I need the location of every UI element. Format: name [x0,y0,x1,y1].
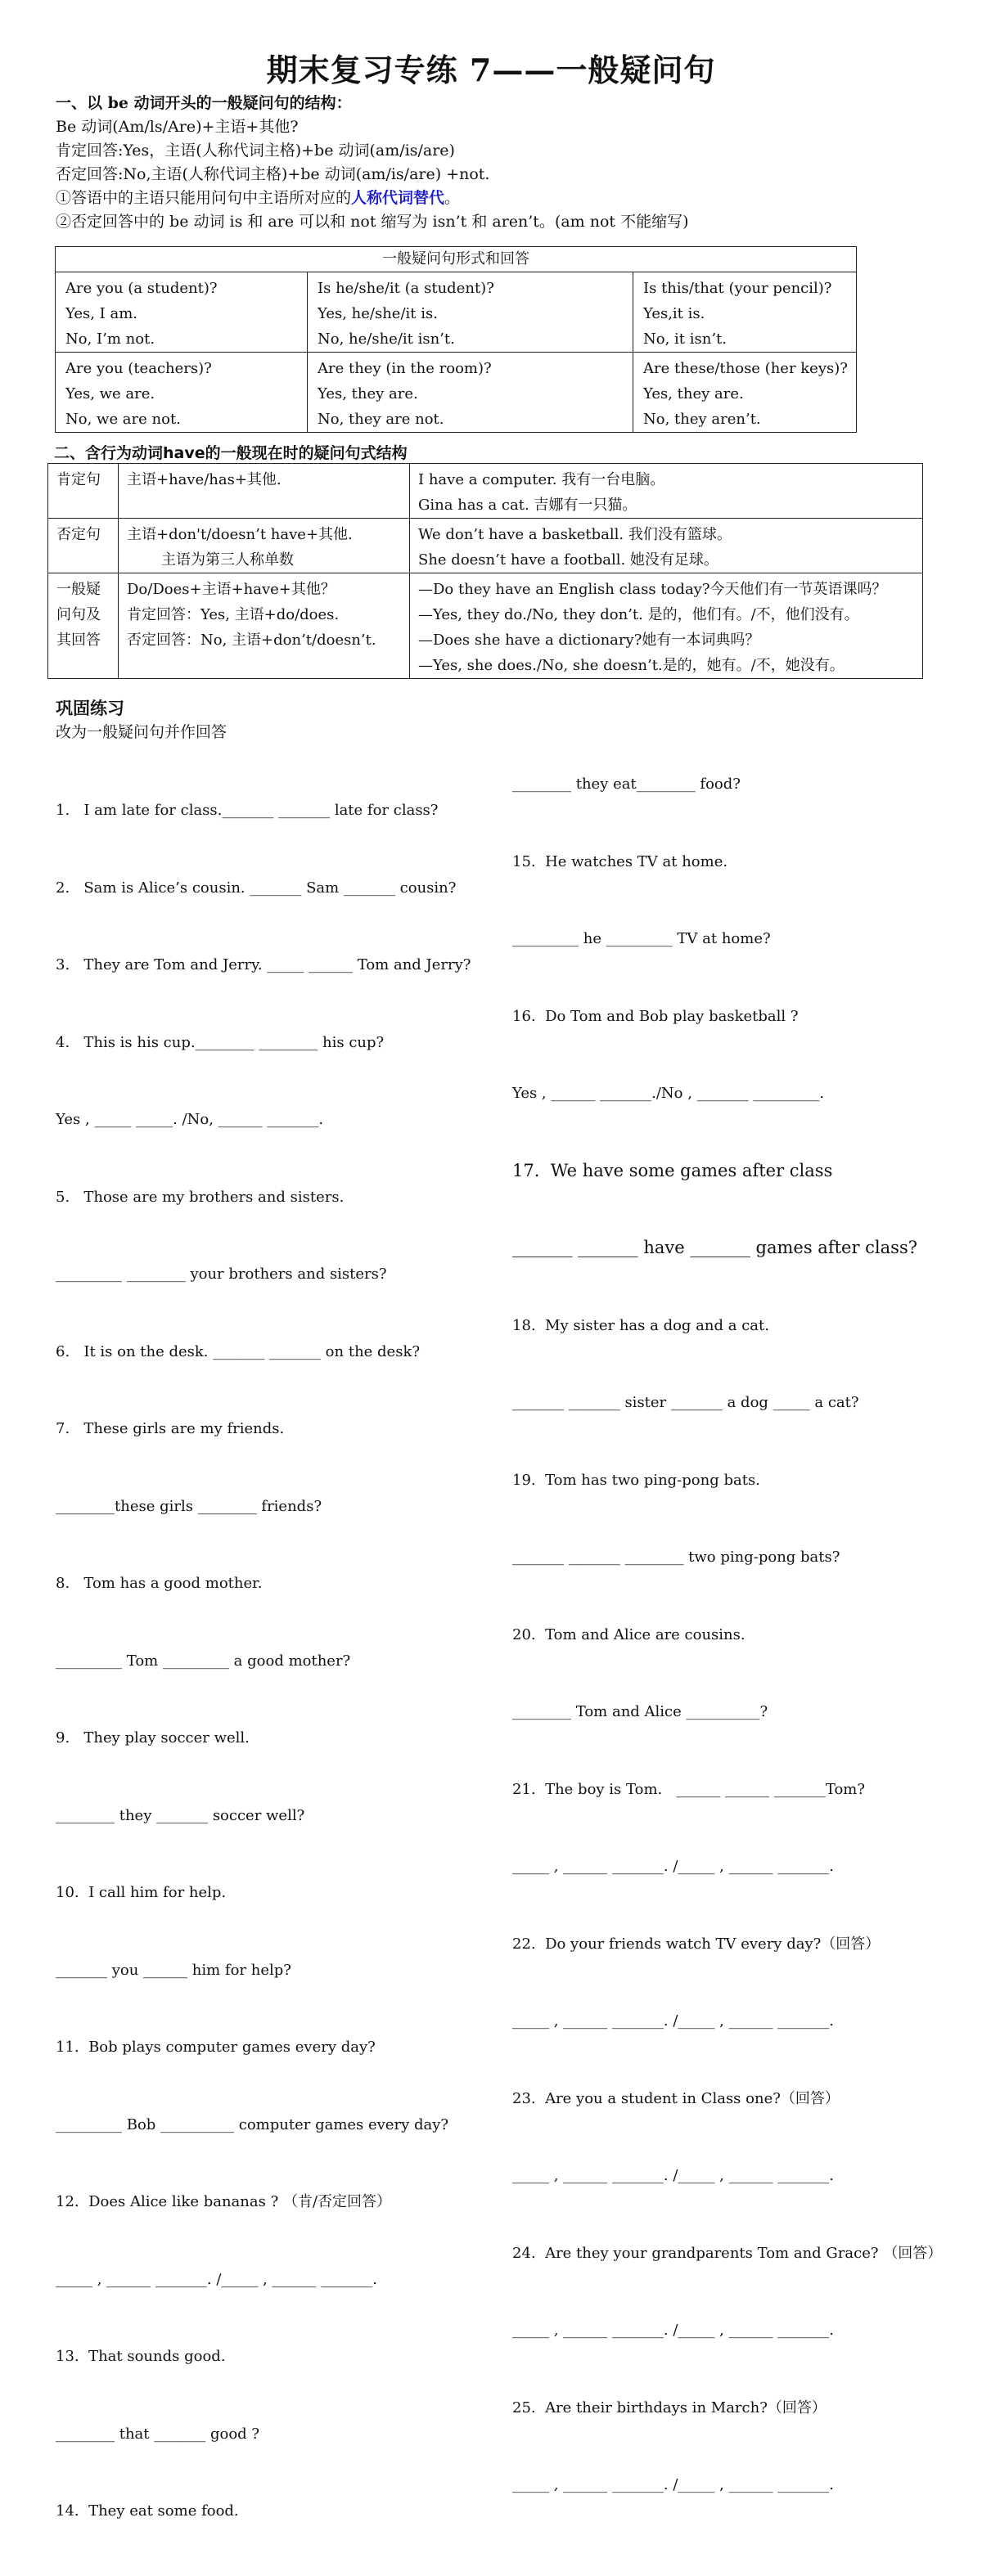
exercise-line: 17. We have some games after class [512,1160,833,1180]
exercise-line: 16. Do Tom and Bob play basketball ? [512,1007,799,1025]
exercise-line: _____ , ______ _______. /_____ , ______ _______. [512,2167,835,2184]
exercise-line: 22. Do your friends watch TV every day?（回答） [512,1935,881,1953]
row-label: 一般疑 问句及 其回答 [48,573,119,679]
part1-heading: 一、以 be 动词开头的一般疑问句的结构： [56,94,352,112]
exercise-line: 19. Tom has two ping-pong bats. [512,1471,760,1489]
table-row [48,573,923,679]
page-title: 期末复习专练 7——一般疑问句 [266,52,716,88]
practice-heading: 巩固练习 [56,698,124,718]
exercise-line: _______ _______ sister _______ a dog _____ a cat? [512,1394,859,1411]
exercise-line: _____ , ______ _______. /_____ , ______ _______. [512,2322,835,2339]
note-1-end: 。 [444,189,461,207]
exercise-line: 3. They are Tom and Jerry. _____ ______ Tom and Jerry? [56,956,471,973]
row-label: 肯定句 [48,464,119,519]
exercise-line: 7. These girls are my friends. [56,1420,285,1437]
exercise-line: 24. Are they your grandparents Tom and Grace? （回答） [512,2244,943,2262]
row-rule: 主语+have/has+其他. [119,464,410,519]
exercise-line: 14. They eat some food. [56,2502,239,2520]
exercise-line: _________ ________ your brothers and sisters? [56,1266,387,1283]
table-cell: Are you (a student)? Yes, I am. No, I’m not. [56,272,308,353]
exercise-line: 8. Tom has a good mother. [56,1575,263,1592]
exercise-line: Yes , ______ _______./No , _______ _________. [512,1085,825,1102]
be-question-table [55,246,857,433]
exercise-line: _____ , ______ _______. /_____ , ______ _______. [512,2476,835,2493]
have-structure-table [47,463,923,679]
row-rule: 主语+don't/doesn’t have+其他. 主语为第三人称单数 [119,519,410,573]
exercise-line: ________ Tom and Alice __________? [512,1703,768,1720]
exercise-line: _____ , ______ _______. /_____ , ______ _______. [56,2270,378,2288]
exercise-line: ________these girls ________ friends? [56,1497,322,1515]
table-header: 一般疑问句形式和回答 [56,247,857,272]
exercise-line: _______ _______ have _______ games after class? [512,1238,917,1257]
table-cell: Is he/she/it (a student)? Yes, he/she/it is. No, he/she/it isn’t. [308,272,633,353]
row-example: I have a computer. 我有一台电脑。 Gina has a cat. 吉娜有一只猫。 [410,464,923,519]
exercise-line: 1. I am late for class._______ _______ late for class? [56,802,439,819]
part1-positive-answer: 肯定回答:Yes，主语(人称代词主格)+be 动词(am/is/are) [56,142,455,160]
row-example: —Do they have an English class today?今天他们有一节英语课吗？ —Yes, they do./No, they don’t. 是的，他们有。/不，他们没有。 —Does she have a dictionary?她有一本词典吗？ —Yes, she does./No, she doesn’t.是的，她有。/不，她没有。 [410,573,923,679]
exercise-line: 25. Are their birthdays in March?（回答） [512,2398,827,2416]
part1-structure: Be 动词(Am/ls/Are)+主语+其他? [56,118,299,136]
exercise-line: _________ he _________ TV at home? [512,930,771,947]
exercise-line: 6. It is on the desk. _______ _______ on the desk? [56,1342,420,1360]
exercise-line: _____ , ______ _______. /_____ , ______ _______. [512,1858,835,1875]
row-rule: Do/Does+主语+have+其他？ 肯定回答：Yes, 主语+do/does. 否定回答：No, 主语+don’t/doesn’t. [119,573,410,679]
exercise-line: 11. Bob plays computer games every day? [56,2039,376,2056]
exercise-line: 12. Does Alice like bananas ? （肯/否定回答） [56,2193,392,2210]
row-example: We don’t have a basketball. 我们没有篮球。 She doesn’t have a football. 她没有足球。 [410,519,923,573]
exercise-line: _______ you ______ him for help? [56,1961,291,1979]
row-label: 否定句 [48,519,119,573]
table-row [56,272,857,353]
table-row [56,353,857,433]
part1-negative-answer: 否定回答:No,主语(人称代词主格)+be 动词(am/is/are) +not. [56,165,490,183]
exercise-line: ________ they eat________ food? [512,775,741,793]
exercise-line: _____ , ______ _______. /_____ , ______ _______. [512,2012,835,2030]
table-cell: Are these/those (her keys)? Yes, they are. No, they aren’t. [633,353,857,433]
part1-note-1 [56,187,460,209]
table-row [48,519,923,573]
table-cell: Is this/that (your pencil)? Yes,it is. No, it isn’t. [633,272,857,353]
table-row [48,464,923,519]
exercise-right-column [512,720,971,2550]
table-cell: Are you (teachers)? Yes, we are. No, we are not. [56,353,308,433]
exercise-line: 23. Are you a student in Class one?（回答） [512,2089,840,2107]
exercise-line: 18. My sister has a dog and a cat. [512,1316,769,1334]
exercise-line: _______ _______ ________ two ping-pong bats? [512,1549,840,1566]
exercise-line: ________ they _______ soccer well? [56,1806,305,1824]
exercise-line: ________ that _______ good ? [56,2425,260,2443]
practice-instruction: 改为一般疑问句并作回答 [56,723,227,741]
exercise-line: 21. The boy is Tom. ______ ______ _______Tom? [512,1780,866,1798]
part1-note-2: ②否定回答中的 be 动词 is 和 are 可以和 not 缩写为 isn’t 和 aren’t。(am not 不能缩写) [56,213,689,231]
exercise-line: 5. Those are my brothers and sisters. [56,1188,345,1206]
exercise-line: 9. They play soccer well. [56,1729,250,1747]
exercise-line: 15. He watches TV at home. [512,852,728,870]
exercise-line: 10. I call him for help. [56,1884,227,1901]
exercise-line: 20. Tom and Alice are cousins. [512,1625,746,1643]
exercise-left-column [56,746,514,2576]
note-1-highlight: 人称代词替代 [351,189,445,207]
table-cell: Are they (in the room)? Yes, they are. No, they are not. [308,353,633,433]
exercise-line: 2. Sam is Alice’s cousin. _______ Sam _______ cousin? [56,879,457,897]
part2-heading: 二、含行为动词have的一般现在时的疑问句式结构 [54,444,408,462]
exercise-line: Yes , _____ _____. /No, ______ _______. [56,1111,324,1128]
exercise-line: 13. That sounds good. [56,2348,226,2365]
note-1-text: ①答语中的主语只能用问句中主语所对应的 [56,189,352,207]
exercise-line: 4. This is his cup.________ ________ his cup? [56,1033,385,1051]
exercise-line: _________ Tom _________ a good mother? [56,1652,351,1670]
exercise-line: _________ Bob __________ computer games every day? [56,2115,449,2133]
